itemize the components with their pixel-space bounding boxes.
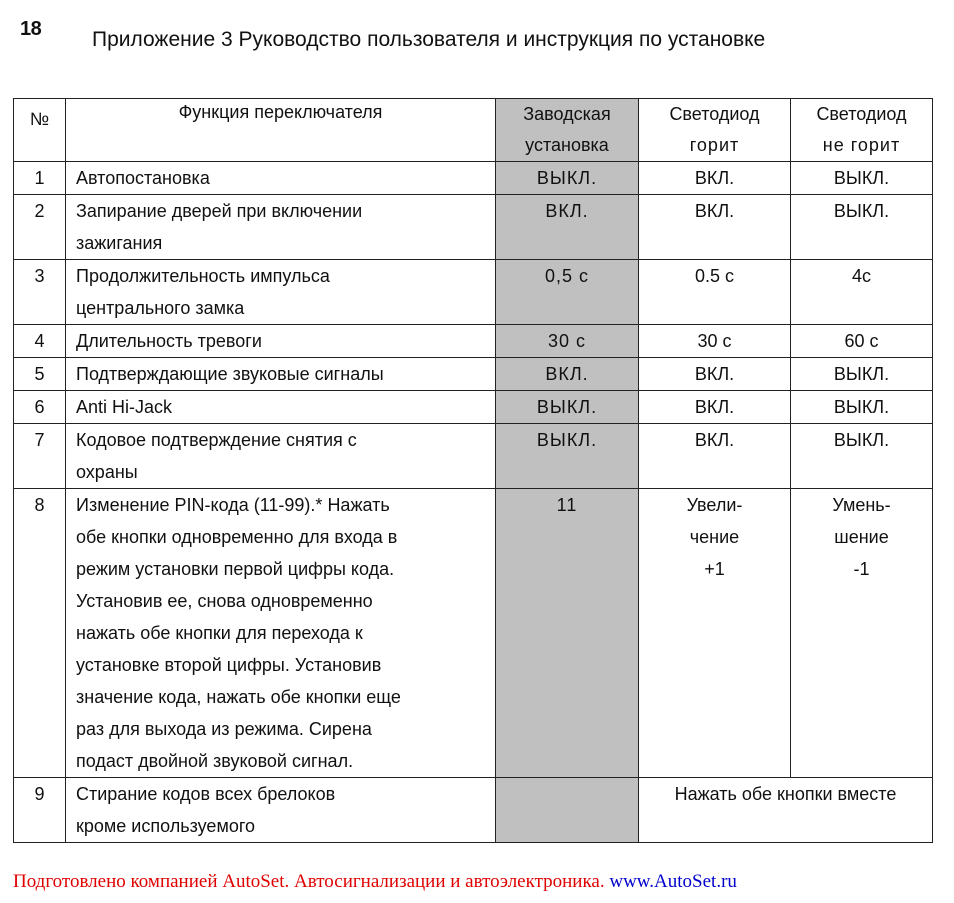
table-row bbox=[14, 195, 933, 260]
led-off-cell bbox=[791, 162, 933, 195]
function-cell bbox=[66, 325, 496, 358]
factory-setting-cell bbox=[496, 162, 639, 195]
row-number: 9 bbox=[14, 778, 66, 843]
led-off-cell bbox=[791, 358, 933, 391]
led-off-cell-line: -1 bbox=[853, 559, 870, 579]
factory-setting-cell bbox=[496, 195, 639, 260]
function-cell bbox=[66, 162, 496, 195]
led-off-cell-line: 4с bbox=[851, 266, 871, 286]
function-cell-line: Подтверждающие звуковые сигналы bbox=[76, 364, 384, 384]
table-header-row bbox=[14, 99, 933, 162]
function-cell bbox=[66, 489, 496, 778]
factory-setting-cell bbox=[496, 391, 639, 424]
row-number: 2 bbox=[14, 195, 66, 260]
led-off-cell-line: 60 с bbox=[844, 331, 879, 351]
function-cell bbox=[66, 195, 496, 260]
header-num: № bbox=[14, 99, 66, 162]
function-cell-line: Изменение PIN-кода (11-99).* Нажать bbox=[76, 495, 390, 515]
led-on-cell-line: Увели- bbox=[686, 495, 743, 515]
row-number: 7 bbox=[14, 424, 66, 489]
function-cell-line: кроме используемого bbox=[76, 816, 256, 836]
function-cell bbox=[66, 260, 496, 325]
function-cell-line: Продолжительность импульса bbox=[76, 266, 330, 286]
table-row bbox=[14, 325, 933, 358]
function-cell-line: обе кнопки одновременно для входа в bbox=[76, 527, 398, 547]
function-cell-line: Длительность тревоги bbox=[76, 331, 262, 351]
factory-setting-cell-line: ВЫКЛ. bbox=[536, 168, 598, 188]
function-cell-line: нажать обе кнопки для перехода к bbox=[76, 623, 363, 643]
header-led-off-line: не горит bbox=[822, 135, 901, 155]
factory-setting-cell-line: ВЫКЛ. bbox=[536, 397, 598, 417]
function-cell-line: Автопостановка bbox=[76, 168, 210, 188]
factory-setting-cell-line: 11 bbox=[556, 495, 578, 515]
table-row bbox=[14, 358, 933, 391]
led-on-cell-line: ВКЛ. bbox=[694, 364, 735, 384]
factory-setting-cell bbox=[496, 260, 639, 325]
function-cell-line: раз для выхода из режима. Сирена bbox=[76, 719, 372, 739]
function-cell-line: Кодовое подтверждение снятия с bbox=[76, 430, 357, 450]
table-row bbox=[14, 391, 933, 424]
row-number: 3 bbox=[14, 260, 66, 325]
factory-setting-cell-line: ВЫКЛ. bbox=[536, 430, 598, 450]
row-number: 6 bbox=[14, 391, 66, 424]
led-on-cell-line: 0.5 с bbox=[694, 266, 735, 286]
led-off-cell bbox=[791, 325, 933, 358]
led-on-cell bbox=[639, 195, 791, 260]
led-off-cell bbox=[791, 424, 933, 489]
page-number: 18 bbox=[20, 18, 42, 40]
header-factory bbox=[496, 99, 639, 162]
header-led-off bbox=[791, 99, 933, 162]
function-cell-line: подаст двойной звуковой сигнал. bbox=[76, 751, 354, 771]
led-on-cell-line: чение bbox=[689, 527, 740, 547]
merged-action-cell: Нажать обе кнопки вместе bbox=[639, 778, 933, 843]
header-led-off-line: Светодиод bbox=[816, 104, 907, 124]
factory-setting-cell-line: ВКЛ. bbox=[545, 364, 589, 384]
led-off-cell bbox=[791, 489, 933, 778]
header-led-on bbox=[639, 99, 791, 162]
led-on-cell bbox=[639, 489, 791, 778]
function-cell-line: охраны bbox=[76, 462, 138, 482]
led-off-cell-line: ВЫКЛ. bbox=[833, 430, 890, 450]
factory-setting-cell-line: ВКЛ. bbox=[545, 201, 589, 221]
function-cell-line: зажигания bbox=[76, 233, 163, 253]
factory-setting-cell-line: 0,5 с bbox=[544, 266, 590, 286]
led-off-cell-line: ВЫКЛ. bbox=[833, 201, 890, 221]
footer bbox=[13, 871, 737, 893]
row-number: 8 bbox=[14, 489, 66, 778]
header-led-on-line: Светодиод bbox=[669, 104, 760, 124]
led-on-cell-line: ВКЛ. bbox=[694, 168, 735, 188]
row-number: 4 bbox=[14, 325, 66, 358]
table-row bbox=[14, 489, 933, 778]
function-cell bbox=[66, 391, 496, 424]
table-row bbox=[14, 778, 933, 843]
led-on-cell bbox=[639, 260, 791, 325]
led-on-cell-line: ВКЛ. bbox=[694, 397, 735, 417]
led-on-cell bbox=[639, 391, 791, 424]
function-cell-line: Запирание дверей при включении bbox=[76, 201, 363, 221]
led-off-cell bbox=[791, 260, 933, 325]
led-on-cell bbox=[639, 358, 791, 391]
function-cell bbox=[66, 358, 496, 391]
led-on-cell-line: ВКЛ. bbox=[694, 430, 735, 450]
led-on-cell bbox=[639, 162, 791, 195]
switch-functions-table bbox=[13, 98, 933, 843]
led-on-cell bbox=[639, 424, 791, 489]
header-function: Функция переключателя bbox=[66, 99, 496, 162]
led-off-cell-line: ВЫКЛ. bbox=[833, 168, 890, 188]
header-factory-line: установка bbox=[525, 135, 609, 155]
function-cell-line: Стирание кодов всех брелоков bbox=[76, 784, 336, 804]
function-cell-line: Anti Hi-Jack bbox=[76, 397, 173, 417]
page-title: Приложение 3 Руководство пользователя и инструкция по установке bbox=[92, 28, 766, 51]
led-off-cell bbox=[791, 391, 933, 424]
table-row bbox=[14, 260, 933, 325]
factory-setting-cell bbox=[496, 778, 639, 843]
table-row bbox=[14, 162, 933, 195]
led-off-cell-line: ВЫКЛ. bbox=[833, 364, 890, 384]
footer-text: Подготовлено компанией AutoSet. Автосигнализации и автоэлектроника. bbox=[13, 871, 605, 892]
function-cell-line: значение кода, нажать обе кнопки еще bbox=[76, 687, 401, 707]
led-on-cell-line: +1 bbox=[704, 559, 725, 579]
row-number: 5 bbox=[14, 358, 66, 391]
factory-setting-cell bbox=[496, 424, 639, 489]
table-row bbox=[14, 424, 933, 489]
led-off-cell-line: шение bbox=[834, 527, 889, 547]
row-number: 1 bbox=[14, 162, 66, 195]
function-cell bbox=[66, 778, 496, 843]
factory-setting-cell bbox=[496, 358, 639, 391]
function-cell bbox=[66, 424, 496, 489]
led-off-cell bbox=[791, 195, 933, 260]
function-cell-line: установке второй цифры. Установив bbox=[76, 655, 382, 675]
function-cell-line: режим установки первой цифры кода. bbox=[76, 559, 395, 579]
function-cell-line: Установив ее, снова одновременно bbox=[76, 591, 373, 611]
led-on-cell-line: 30 с bbox=[697, 331, 732, 351]
header-factory-line: Заводская bbox=[523, 104, 611, 124]
led-on-cell-line: ВКЛ. bbox=[694, 201, 735, 221]
header-led-on-line: горит bbox=[689, 135, 740, 155]
function-cell-line: центрального замка bbox=[76, 298, 245, 318]
led-on-cell bbox=[639, 325, 791, 358]
factory-setting-cell bbox=[496, 325, 639, 358]
factory-setting-cell-line: 30 с bbox=[547, 331, 587, 351]
footer-link[interactable]: www.AutoSet.ru bbox=[609, 871, 737, 892]
led-off-cell-line: ВЫКЛ. bbox=[833, 397, 890, 417]
factory-setting-cell bbox=[496, 489, 639, 778]
led-off-cell-line: Умень- bbox=[832, 495, 891, 515]
